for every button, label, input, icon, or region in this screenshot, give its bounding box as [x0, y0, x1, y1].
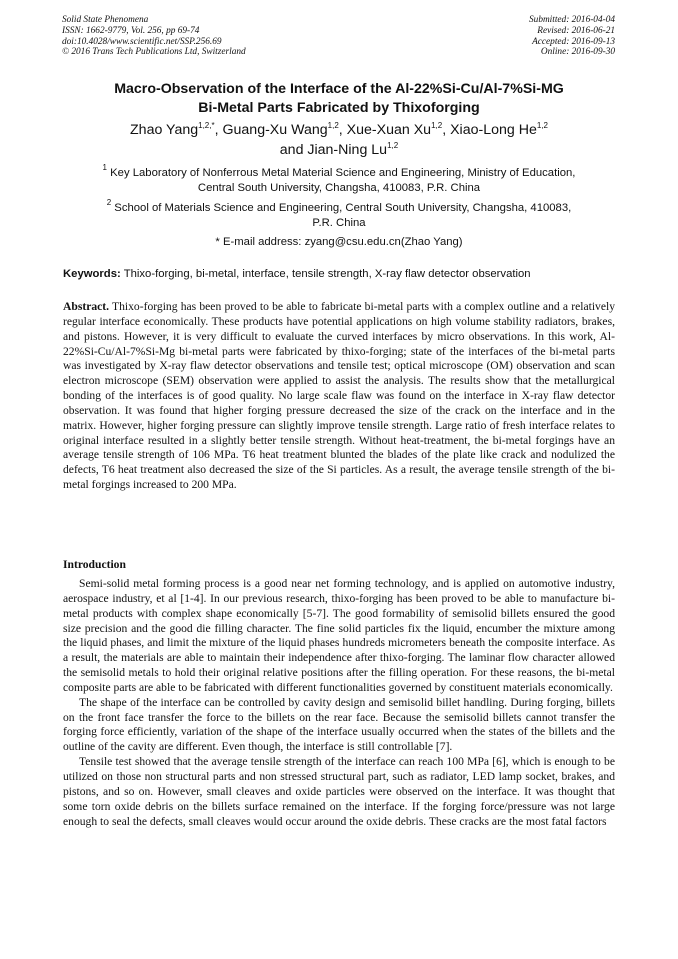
section-heading-introduction: Introduction [63, 558, 126, 571]
author-affil: 1,2 [387, 140, 399, 150]
submitted-date: Submitted: 2016-04-04 [529, 15, 615, 25]
journal-info [62, 15, 246, 58]
author-list [40, 121, 638, 160]
keywords-text: Thixo-forging, bi-metal, interface, tensile strength, X-ray flaw detector observation [120, 268, 531, 280]
paragraph: Semi-solid metal forming process is a good near net forming technology, and is applied on automotive industry, aerospace industry, et al [1-4]. In our previous research, thixo-forging has been proved to be able to manufacture bi-metal products with complex shape economically [5-7]. The good formability of semisolid billets ensured the good size precision and the good die filling character. The fine solid particles fix the liquid, encumber the mixture among the liquid phases, and limit the mixture of the liquid phases hundreds micrometers beneath the composite interface. As a result, the materials are able to maintain their independence after thixo-forging. The laminar flow character allowed the semisolid metals to hold their original relative positions after the filling operation. For these reasons, the bi-metal composite parts are able to be fabricated with different functionalities governed by constituent materials economically. [63, 577, 615, 694]
keywords [63, 267, 623, 282]
copyright: © 2016 Trans Tech Publications Ltd, Switzerland [62, 47, 246, 58]
author-line-1: Zhao Yang$^{1,2,*}$, Guang-Xu Wang$^{1,2}$, Xue-Xuan Xu$^{1,2}$, Xiao-Long He$^{1,2}$ [130, 121, 548, 138]
author-name: Guang-Xu Wang [222, 122, 328, 138]
author-affil: 1,2 [327, 121, 339, 130]
corresponding-email: * E-mail address: zyang@csu.edu.cn(Zhao Yang) [215, 236, 463, 248]
accepted-date: Accepted: 2016-09-13 [532, 36, 615, 47]
title-line-2: Bi-Metal Parts Fabricated by Thixoforging [198, 100, 480, 116]
author-line-2 [40, 141, 638, 161]
abstract-label: Abstract. [63, 300, 110, 313]
author-affil: 1,2 [431, 121, 443, 130]
author-affil: 1,2,* [198, 121, 215, 130]
author-name: and Jian-Ning Lu [279, 141, 388, 158]
paper-title [0, 80, 678, 118]
revised-date: Revised: 2016-06-21 [537, 25, 615, 36]
author-affil: 1,2 [536, 121, 548, 130]
abstract-text: Thixo-forging has been proved to be able to fabricate bi-metal parts with a complex outline and a relatively regular interface economically. These products have potential applications on high volume stability radiators, brakes, and pistons. However, it is very difficult to evaluate the curved interfaces by micro observations. In this work, Al-22%Si-Cu/Al-7%Si-Mg bi-metal parts were fabricated by thixo-forging; state of the interfaces of the bi-metal parts was investigated by X-ray flaw detector observations and tensile test; optical microscope (OM) observation and scan electron microscope (SEM) observation were applied to assist the analysis. The results show that the metallurgical bonding of the interfaces is of good quality. No large scale flaw was found on the interface in X-ray flaw detector observation. It was found that higher forging pressure decreased the size of the crack on the interface and in the matrix. However, higher forging pressure can slightly improve tensile strength. Large ratio of fresh interface relates to original interface resulted in a slightly better tensile strength. Without heat-treatment, the bi-metal forgings have an average tensile strength of 106 MPa. T6 heat treatment blunted the blades of the plate like crack and nodulized the defects, T6 heat treatment also decreased the size of the Si particles. As a result, the average tensile strength of the bi-metal forgings increased to 200 MPa. [63, 300, 615, 492]
author-name: Zhao Yang [130, 122, 199, 138]
online-date: Online: 2016-09-30 [540, 47, 615, 58]
publication-dates [529, 15, 615, 58]
doi-link[interactable]: doi:10.4028/www.scientific.net/SSP.256.69 [62, 36, 222, 47]
introduction-body [63, 577, 615, 829]
author-name: Xiao-Long He [450, 122, 537, 138]
keywords-label: Keywords: [63, 268, 121, 280]
abstract [63, 300, 615, 493]
paragraph: The shape of the interface can be controlled by cavity design and semisolid billet handling. During forging, billets on the front face transfer the force to the billets on the rear face. Because the semisolid billets cannot transfer the forging force efficiently, variation of the shape of the interface usually occurred when the states of the billets and the outline of the cavity are different. Even though, the interface is still controllable [7]. [63, 695, 615, 754]
title-line-1: Macro-Observation of the Interface of the Al-22%Si-Cu/Al-7%Si-MG [114, 81, 564, 97]
author-name: Xue-Xuan Xu [346, 122, 432, 138]
issn: ISSN: 1662-9779, Vol. 256, pp 69-74 [62, 25, 200, 36]
journal-name: Solid State Phenomena [62, 15, 149, 25]
paragraph: Tensile test showed that the average tensile strength of the interface can reach 100 MPa [6], which is enough to be utilized on those non structural parts and non stressed structural part, such as radiator, LED lamp socket, brakes, and pistons, and so on. However, small cleaves and oxide particles were observed on the interface. It was thought that some torn oxide debris on the billets surface remained on the interface. If the forging force/pressure was not large enough to seal the defects, small cleaves would occur around the oxide debris. These cracks are the most fatal factors [63, 755, 615, 828]
affiliation-2: $^2$ School of Materials Science and Engineering, Central South University, Changsha, 410083, P.R. China [106, 198, 572, 230]
affiliation-1: $^1$ Key Laboratory of Nonferrous Metal Material Science and Engineering, Ministry of Education, Central South University, Changsha, 410083, P.R. China [102, 163, 576, 195]
